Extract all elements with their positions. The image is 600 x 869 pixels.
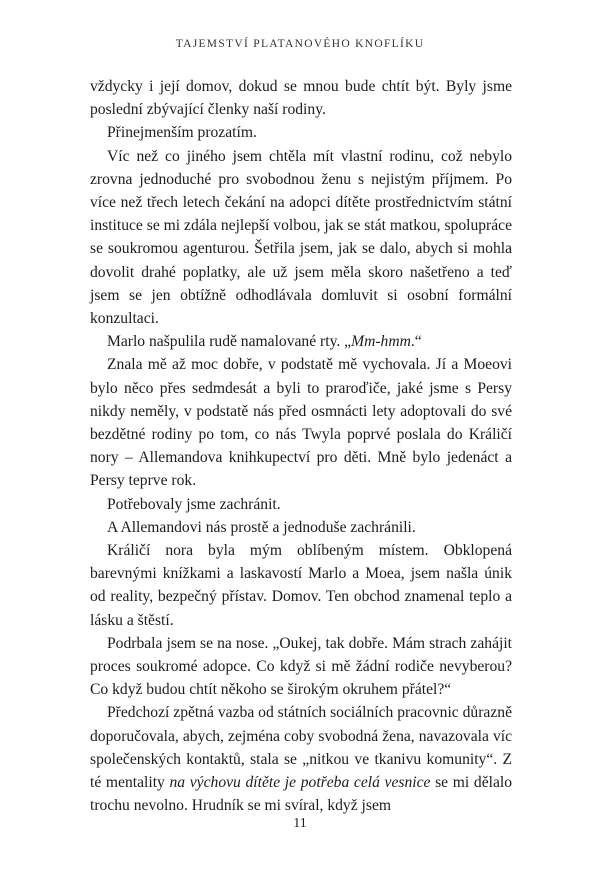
- paragraph: vždycky i její domov, dokud se mnou bude chtít být. Byly jsme poslední zbývající členky naší rodiny.: [90, 78, 512, 119]
- paragraph: A Allemandovi nás prostě a jednoduše zachránili.: [107, 518, 416, 536]
- paragraph-text: .“: [410, 333, 422, 351]
- paragraph: [90, 701, 512, 817]
- paragraph: Podrbala jsem se na nose. „Oukej, tak dobře. Mám strach zahájit proces soukromé adopce. Co když si mě žádní rodiče nevyberou? Co když budou chtít někoho se širokým okruhem přátel?“: [90, 634, 512, 699]
- paragraph-text: Marlo našpulila rudě namalované rty. „: [107, 333, 352, 351]
- paragraph-text: Předchozí zpětná vazba od státních sociálních pracovnic důrazně doporučovala, abych, zejména coby svobodná žena, navazovala víc společenských kontaktů, stala se „nitkou ve tkanivu komunity“. Z té mentality: [90, 704, 512, 792]
- paragraph: Potřebovaly jsme zachránit.: [107, 495, 281, 513]
- emphasized-text: na výchovu dítěte je potřeba celá vesnice: [169, 774, 431, 792]
- emphasized-text: Mm-hmm: [351, 333, 411, 351]
- paragraph: [90, 330, 512, 353]
- body-text: [90, 75, 512, 818]
- paragraph: Přinejmenším prozatím.: [107, 124, 257, 142]
- paragraph: Králičí nora byla mým oblíbeným místem. Obklopená barevnými knížkami a laskavostí Marlo a Moea, jsem našla únik od reality, bezpečný přístav. Domov. Ten obchod znamenal teplo a lásku a štěstí.: [90, 542, 512, 629]
- paragraph: Víc než co jiného jsem chtěla mít vlastní rodinu, což nebylo zrovna jednoduché pro svobodnou ženu s nejistým příjmem. Po více než třech letech čekání na adopci dítěte prostřednictvím státní instituce se mi zdála nejlepší volbou, jak se stát matkou, spolupráce se soukromou agenturou. Šetřila jsem, jak se dalo, abych si mohla dovolit drahé poplatky, ale už jsem měla skoro našetřeno a teď jsem se jen obtížně odhodlávala domluvit si osobní formální konzultaci.: [90, 147, 512, 328]
- paragraph-text: se mi dělalo trochu nevolno. Hrudník se mi svíral, když jsem: [90, 774, 512, 815]
- paragraph: Znala mě až moc dobře, v podstatě mě vychovala. Jí a Moeovi bylo něco přes sedmdesát a byli to praroďiče, jaké jsme s Persy nikdy neměly, v podstatě nás před osmnácti lety adoptovali do své bezdětné rodiny po tom, co nás Twyla poprvé poslala do Králičí nory – Allemandova knihkupectví pro děti. Mně bylo jedenáct a Persy teprve rok.: [90, 356, 512, 490]
- running-header: TAJEMSTVÍ PLATANOVÉHO KNOFLÍKU: [175, 38, 425, 50]
- page-number: 11: [293, 816, 307, 831]
